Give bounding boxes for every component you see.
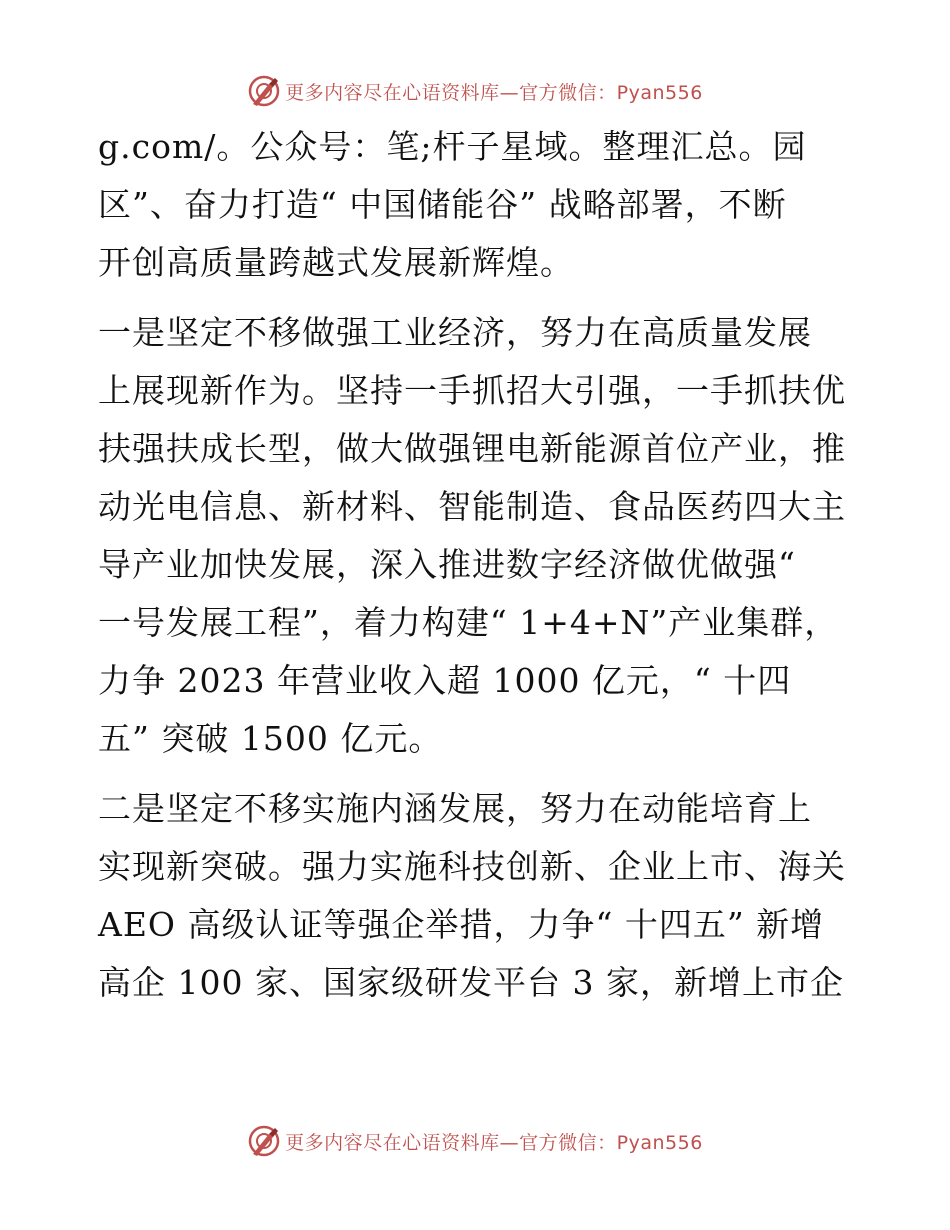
text-line: 导产业加快发展，深入推进数字经济做优做强“ (98, 545, 796, 584)
watermark-text: 更多内容尽在心语资料库—官方微信：Pyan556 (285, 81, 703, 104)
text-line: 上展现新作为。坚持一手抓招大引强，一手抓扶优 (98, 371, 846, 410)
text-line: 实现新突破。强力实施科技创新、企业上市、海关 (98, 847, 846, 886)
text-line: g.com/。公众号：笔;杆子星域。整理汇总。园 (98, 127, 807, 166)
paragraph-3 (98, 780, 858, 1012)
text-line: 开创高质量跨越式发展新辉煌。 (98, 243, 574, 282)
paragraph-1 (98, 118, 858, 292)
pen-logo-icon (247, 1124, 281, 1158)
text-line: 扶强扶成长型，做大做强锂电新能源首位产业，推 (98, 429, 846, 468)
text-line: 动光电信息、新材料、智能制造、食品医药四大主 (98, 487, 846, 526)
text-line: AEO 高级认证等强企举措，力争“ 十四五” 新增 (98, 905, 825, 944)
document-body (98, 118, 858, 1012)
text-line: 力争 2023 年营业收入超 1000 亿元，“ 十四 (98, 661, 792, 700)
pen-logo-icon (247, 74, 281, 108)
header-watermark (0, 71, 950, 111)
text-line: 五” 突破 1500 亿元。 (98, 719, 443, 758)
text-line: 一号发展工程”，着力构建“ 1+4+N”产业集群， (98, 603, 839, 642)
text-line: 一是坚定不移做强工业经济，努力在高质量发展 (98, 313, 812, 352)
text-line: 二是坚定不移实施内涵发展，努力在动能培育上 (98, 789, 812, 828)
watermark-text: 更多内容尽在心语资料库—官方微信：Pyan556 (285, 1131, 703, 1154)
text-line: 区”、奋力打造“ 中国储能谷” 战略部署，不断 (98, 185, 787, 224)
footer-watermark (0, 1121, 950, 1161)
paragraph-2 (98, 304, 858, 768)
text-line: 高企 100 家、国家级研发平台 3 家，新增上市企 (98, 963, 844, 1002)
